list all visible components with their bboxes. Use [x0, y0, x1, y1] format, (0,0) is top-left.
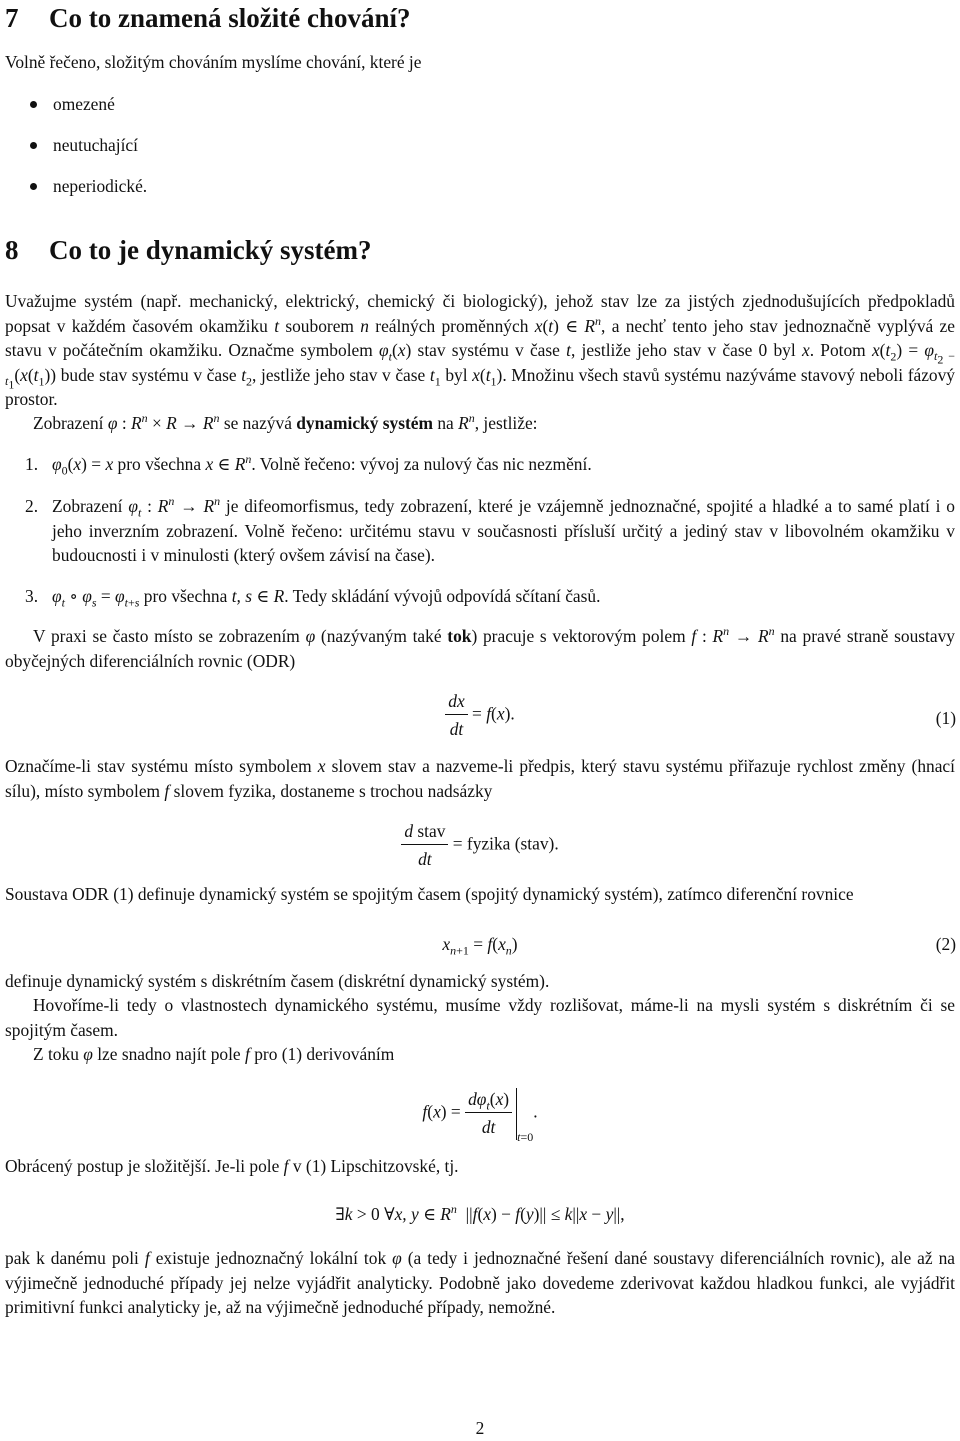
paragraph-definition-intro: Zobrazení φ : $R^n \times R \to R^n$ se nazývá dynamický systém na $R^n$, jestliže: [33, 411, 538, 433]
equation-number: (2) [935, 934, 956, 954]
condition-3: 3. $\varphi_t$ ∘ $\varphi_s = \varphi_{t+s}$ pro všechna t, s ∈ R. Tedy skládání vývojů odpovídá sčítaní časů. [25, 586, 601, 610]
condition-2: 2. Zobrazení $\varphi_t$ : $R^n \to R^n$ je difeomorfismus, tedy zobrazení, které je vzájemně jednoznačné, spojité a hladké a to samé platí i o jeho inverzním zobrazení. Volně řečeno: určitému stavu v současnosti přísluší určitý a jediný stav v libovolném okamžiku v budoucnosti i v minulosti (který ovšem závisí na čase). [25, 494, 955, 565]
list-item: neperiodické. [30, 174, 147, 199]
list-item: neutuchající [30, 133, 138, 158]
equation-number: (1) [935, 708, 956, 728]
paragraph-inverse: Obrácený postup je složitější. Je-li pole f v (1) Lipschitzovské, tj. [5, 1156, 459, 1176]
section-8-heading [5, 232, 955, 268]
paragraph-discrete-system: definuje dynamický systém s diskrétním časem (diskrétní dynamický systém). [5, 971, 550, 991]
equation-derivative: f(x) = $\frac{d\varphi_t(x)}{dt}$ t=0. [5, 1086, 955, 1141]
equation-lipschitz: ∃k > 0 ∀x, y ∈ $R^n$ ||f(x) − f(y)|| ≤ k||x − y||, [335, 1202, 625, 1224]
paragraph-derivation: Z toku φ lze snadno najít pole f pro (1) derivováním [33, 1044, 395, 1064]
section-7-intro: Volně řečeno, složitým chováním myslíme chování, které je [5, 52, 422, 72]
paragraph-continuous-system: Soustava ODR (1) definuje dynamický systém se spojitým časem (spojitý dynamický systém), zatímco diferenční rovnice [5, 884, 854, 904]
section-number: 7 [5, 3, 19, 33]
section-title: Co to je dynamický systém? [49, 235, 372, 265]
paragraph-vector-field: V praxi se často místo se zobrazením φ (nazývaným také tok) pracuje s vektorovým polem f : $R^n \to R^n$ na pravé straně soustavy obyčejných diferenciálních rovnic (ODR) [5, 624, 955, 671]
equation-2: $x_{n+1} = f(x_n)$ [442, 934, 518, 958]
bullet-icon [30, 101, 37, 108]
equation-state-physics: $\frac{\text{d stav}}{dt}$ = fyzika (stav). [5, 818, 955, 873]
condition-1: 1. $\varphi_0(x) = x$ pro všechna x ∈ $R^n$. Volně řečeno: vývoj za nulový čas nic nezmění. [25, 452, 592, 478]
paragraph-distinguish: Hovoříme-li tedy o vlastnostech dynamického systému, musíme vždy rozlišovat, máme-li na mysli systém s diskrétním či se spojitým časem. [5, 995, 955, 1040]
section-number: 8 [5, 235, 19, 265]
bullet-icon [30, 142, 37, 149]
paragraph-state-physics: Označíme-li stav systému místo symbolem x slovem stav a nazveme-li předpis, který stavu systému přiřazuje rychlost změny (hnací sílu), místo symbolem f slovem fyzika, dostaneme s trochou nadsázky [5, 756, 955, 801]
paragraph-system-definition: Uvažujme systém (např. mechanický, elektrický, chemický či biologický), jehož stav lze za jistých zjednodušujících předpokladů popsat v každém časovém okamžiku t souborem n reálných proměnných x(t) ∈ $R^n$, a nechť tento jeho stav jednoznačně vyplývá ze stavu v počátečním okamžiku. Označme symbolem $\varphi_t(x)$ stav systému v čase t, jestliže jeho stav v čase 0 byl x. Potom $x(t_2) = \varphi_{t_2 - t_1}(x(t_1))$ bude stav systému v čase $t_2$, jestliže jeho stav v čase $t_1$ byl $x(t_1)$. Množinu všech stavů systému nazýváme stavový neboli fázový prostor. [5, 291, 956, 409]
paragraph-conclusion: pak k danému poli f existuje jednoznačný lokální tok φ (a tedy i jednoznačné řešení dané soustavy diferenciálních rovnic), ale až na výjimečně jednoduché případy jej nelze vyjádřit analyticky. Podobně jako dovedeme zderivovat každou hladkou funkci, ale vyjádřit primitivní funkci analyticky je, až na výjimečně jednoduché případy, nemožné. [5, 1248, 955, 1317]
page-number: 2 [475, 1418, 485, 1438]
list-item: omezené [30, 92, 115, 117]
section-title: Co to znamená složité chování? [49, 3, 411, 33]
equation-1: $\frac{dx}{dt}$ = f(x). [5, 688, 955, 743]
section-7-heading [5, 0, 955, 36]
bullet-icon [30, 183, 37, 190]
